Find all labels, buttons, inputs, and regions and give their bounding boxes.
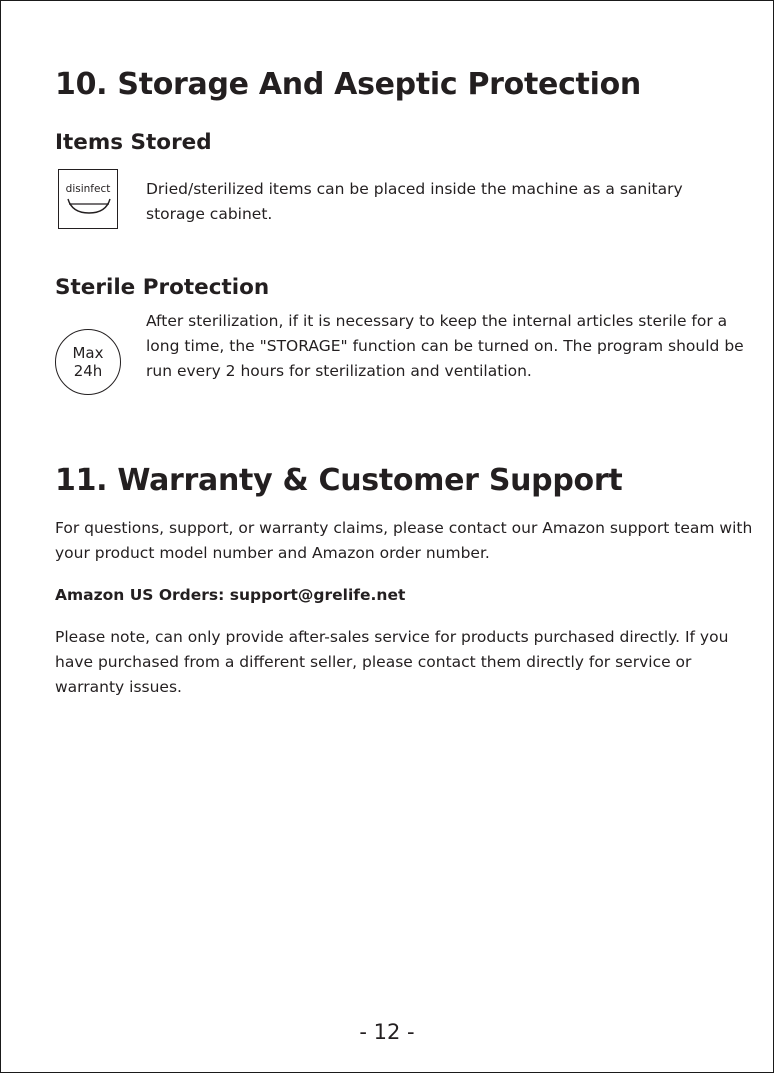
basin-icon (66, 197, 112, 217)
warranty-intro-text: For questions, support, or warranty claims, please contact our Amazon support team with your product model number and Amazon order number. (55, 519, 753, 562)
after-sales-note-text: Please note, can only provide after-sales service for products purchased directly. If you have purchased from a different seller, please contact them directly for service or warranty issues. (55, 628, 729, 696)
sterile-protection-text: After sterilization, if it is necessary to keep the internal articles sterile for a long time, the "STORAGE" function can be turned on. The program should be run every 2 hours for sterilization and ventilation. (146, 312, 744, 380)
section-11-title: 11. Warranty & Customer Support (55, 463, 623, 498)
section-10-title: 10. Storage And Aseptic Protection (55, 67, 641, 102)
items-stored-text: Dried/sterilized items can be placed inside the machine as a sanitary storage cabinet. (146, 180, 683, 223)
sterile-protection-heading: Sterile Protection (55, 275, 270, 300)
max-icon-line2: 24h (73, 362, 103, 380)
disinfect-icon-label: disinfect (65, 183, 111, 195)
page-number: - 12 - (359, 1020, 415, 1044)
max-icon-line1: Max (72, 344, 104, 362)
amazon-us-orders-contact: Amazon US Orders: support@grelife.net (55, 586, 406, 604)
disinfect-icon (58, 169, 118, 229)
items-stored-heading: Items Stored (55, 130, 212, 155)
max-24h-icon (55, 329, 121, 395)
